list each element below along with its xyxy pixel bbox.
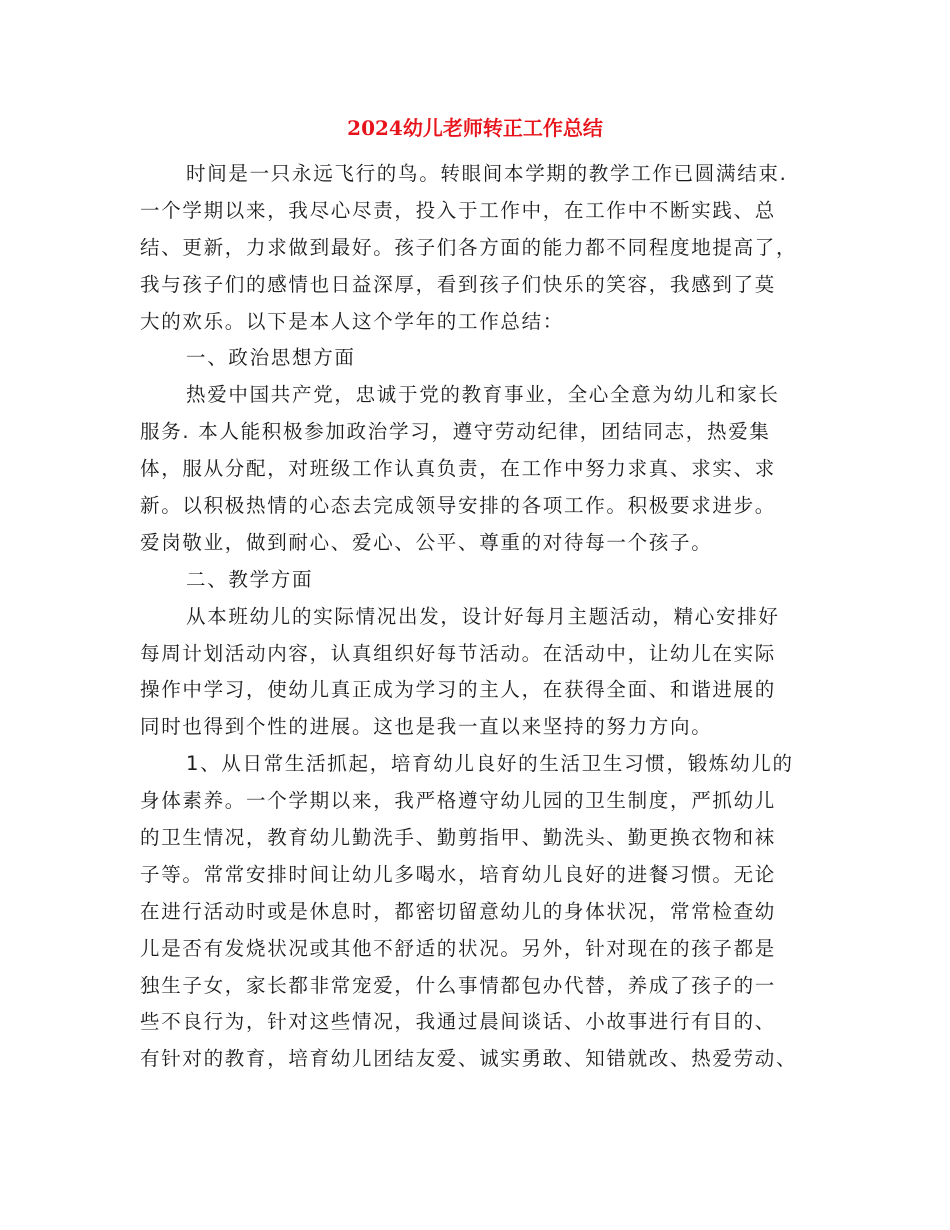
text-line: 身体素养。一个学期以来，我严格遵守幼儿园的卫生制度，严抓幼儿 <box>140 789 777 813</box>
document-title: 2024幼儿老师转正工作总结 <box>347 116 603 140</box>
text-line: 操作中学习，使幼儿真正成为学习的主人，在获得全面、和谐进展的 <box>140 678 777 702</box>
text-line: 热爱中国共产党，忠诚于党的教育事业，全心全意为幼儿和家长 <box>186 383 780 407</box>
text-line: 在进行活动时或是休息时，都密切留意幼儿的身体状况，常常检查幼 <box>140 899 777 923</box>
text-line: 从本班幼儿的实际情况出发，设计好每月主题活动，精心安排好 <box>186 604 780 628</box>
text-line: 服务. 本人能积极参加政治学习，遵守劳动纪律，团结同志，热爱集 <box>140 420 771 444</box>
document-body <box>140 156 812 1078</box>
text-line: 每周计划活动内容，认真组织好每节活动。在活动中，让幼儿在实际 <box>140 641 777 665</box>
text-line: 结、更新，力求做到最好。孩子们各方面的能力都不同程度地提高了， <box>140 235 798 259</box>
text-line: 儿是否有发烧状况或其他不舒适的状况。另外，针对现在的孩子都是 <box>140 936 777 960</box>
text-line: 些不良行为，针对这些情况，我通过晨间谈话、小故事进行有目的、 <box>140 1010 777 1034</box>
text-line: 二、教学方面 <box>186 567 314 591</box>
text-line: 有针对的教育，培育幼儿团结友爱、诚实勇敢、知错就改、热爱劳动、 <box>140 1047 798 1071</box>
text-line: 一个学期以来，我尽心尽责，投入于工作中，在工作中不断实践、总 <box>140 198 777 222</box>
text-line: 时间是一只永远飞行的鸟。转眼间本学期的教学工作已圆满结束. <box>186 162 788 185</box>
text-line: 子等。常常安排时间让幼儿多喝水，培育幼儿良好的进餐习惯。无论 <box>140 862 777 886</box>
text-line: 爱岗敬业，做到耐心、爱心、公平、尊重的对待每一个孩子。 <box>140 530 713 554</box>
text-line: 新。以积极热情的心态去完成领导安排的各项工作。积极要求进步。 <box>140 494 777 518</box>
text-line: 独生子女，家长都非常宠爱，什么事情都包办代替，养成了孩子的一 <box>140 973 777 997</box>
text-line: 同时也得到个性的进展。这也是我一直以来坚持的努力方向。 <box>140 715 713 739</box>
text-line: 的卫生情况，教育幼儿勤洗手、勤剪指甲、勤洗头、勤更换衣物和袜 <box>140 826 777 850</box>
text-line: 一、政治思想方面 <box>186 346 356 370</box>
text-line: 大的欢乐。以下是本人这个学年的工作总结： <box>140 309 565 333</box>
text-line: 我与孩子们的感情也日益深厚，看到孩子们快乐的笑容，我感到了莫 <box>140 272 777 296</box>
text-line: 体，服从分配，对班级工作认真负责，在工作中努力求真、求实、求 <box>140 457 777 481</box>
text-line: 1、从日常生活抓起，培育幼儿良好的生活卫生习惯，锻炼幼儿的 <box>186 752 794 776</box>
